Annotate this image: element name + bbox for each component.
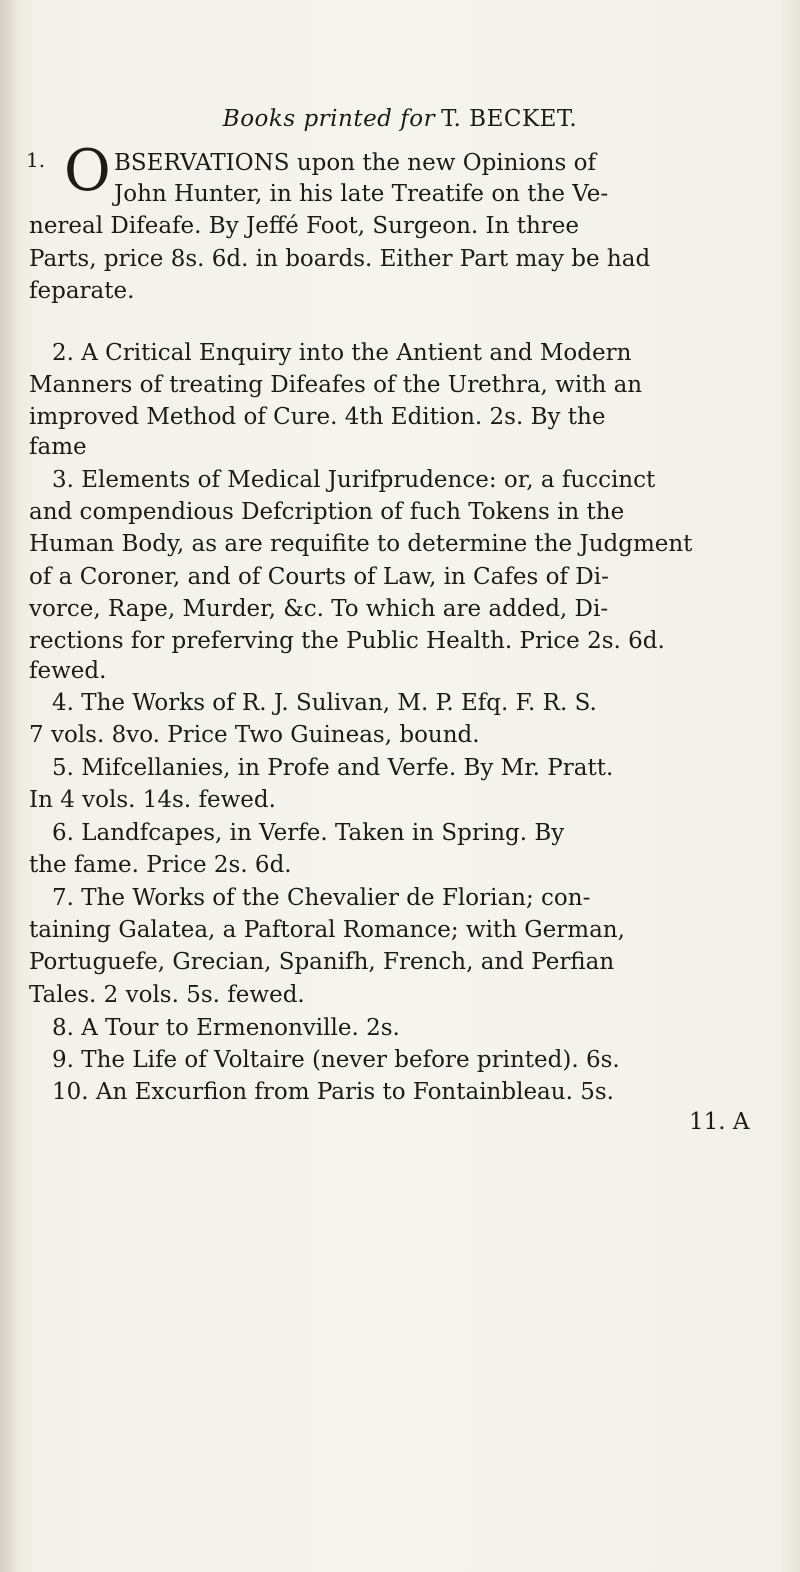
entry-3-line: vorce, Rape, Murder, &c. To which are added, Di- xyxy=(29,596,609,622)
entry-2-line: fame xyxy=(29,434,87,460)
entry-3-line: and compendious Defcription of fuch Tokens in the xyxy=(29,499,625,525)
drop-cap: O xyxy=(64,138,111,204)
page-header xyxy=(0,106,800,132)
entry-2-line: Manners of treating Difeafes of the Urethra, with an xyxy=(29,372,643,398)
entry-8-line: 8. A Tour to Ermenonville. 2s. xyxy=(52,1015,400,1041)
entry-5-line: 5. Mifcellanies, in Profe and Verfe. By Mr. Pratt. xyxy=(52,755,614,781)
entry-2-line: 2. A Critical Enquiry into the Antient and Modern xyxy=(52,340,632,366)
entry-1-line: John Hunter, in his late Treatife on the Ve- xyxy=(114,181,609,207)
entry-7-line: Portuguefe, Grecian, Spanifh, French, and Perfian xyxy=(29,949,615,975)
header-italic: Books printed for xyxy=(222,106,436,132)
entry-4-line: 4. The Works of R. J. Sulivan, M. P. Efq. F. R. S. xyxy=(52,690,597,716)
entry-10-line: 10. An Excurfion from Paris to Fontainbleau. 5s. xyxy=(52,1079,614,1105)
entry-7-line: 7. The Works of the Chevalier de Florian; con- xyxy=(52,885,591,911)
entry-1-line: feparate. xyxy=(29,278,135,304)
header-publisher: T. BECKET. xyxy=(441,106,578,132)
entry-7-line: taining Galatea, a Paftoral Romance; with German, xyxy=(29,917,625,943)
entry-6-line: 6. Landfcapes, in Verfe. Taken in Spring. By xyxy=(52,820,565,846)
entry-9-line: 9. The Life of Voltaire (never before printed). 6s. xyxy=(52,1047,620,1073)
entry-2-line: improved Method of Cure. 4th Edition. 2s. By the xyxy=(29,404,606,430)
entry-3-line: Human Body, as are requifite to determine the Judgment xyxy=(29,531,693,557)
entry-7-line: Tales. 2 vols. 5s. fewed. xyxy=(29,982,305,1008)
entry-1-line: nereal Difeafe. By Jeffé Foot, Surgeon. In three xyxy=(29,213,580,239)
entry-4-line: 7 vols. 8vo. Price Two Guineas, bound. xyxy=(29,722,480,748)
catchword: 11. A xyxy=(689,1109,750,1135)
entry-3-line: rections for preferving the Public Health. Price 2s. 6d. xyxy=(29,628,665,654)
entry-6-line: the fame. Price 2s. 6d. xyxy=(29,852,292,878)
entry-1-first-line: BSERVATIONS upon the new Opinions of xyxy=(114,150,596,176)
entry-1-number: 1. xyxy=(26,148,46,172)
entry-5-line: In 4 vols. 14s. fewed. xyxy=(29,787,276,813)
entry-3-line: fewed. xyxy=(29,658,107,684)
entry-3-line: 3. Elements of Medical Jurifprudence: or, a fuccinct xyxy=(52,467,656,493)
entry-3-line: of a Coroner, and of Courts of Law, in Cafes of Di- xyxy=(29,564,609,590)
page-edge-shadow xyxy=(0,0,18,1572)
entry-1-line: Parts, price 8s. 6d. in boards. Either Part may be had xyxy=(29,246,651,272)
